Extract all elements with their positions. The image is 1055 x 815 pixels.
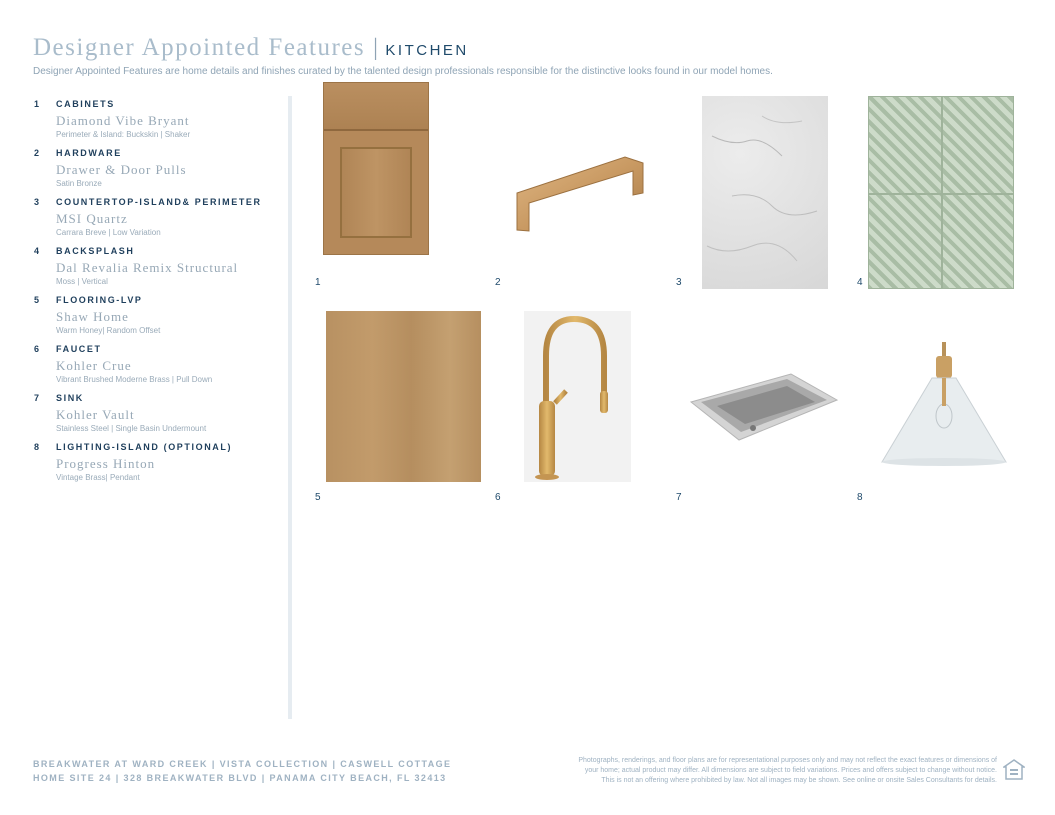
disclaimer-line: This is not an offering where prohibited by law. Not all images may be shown. See online or onsite Sales Consultants for details. [601,777,997,784]
gallery-number: 8 [857,492,863,503]
feature-number: 1 [34,99,40,109]
feature-detail: Vibrant Brushed Moderne Brass | Pull Down [56,374,213,384]
gallery-number: 3 [676,277,682,288]
feature-number: 6 [34,343,40,354]
feature-number: 7 [34,392,40,403]
feature-item [34,442,284,482]
equal-housing-opportunity-icon [1003,759,1025,781]
feature-category: SINK [56,392,84,403]
gallery-number: 1 [315,277,321,288]
tile-grout-horizontal [868,193,1014,195]
quartz-veining [702,96,828,289]
feature-product: Dal Revalia Remix Structural [56,259,239,275]
drawer-pull-image [505,145,655,240]
feature-category: FAUCET [56,343,102,354]
feature-detail: Vintage Brass| Pendant [56,472,140,482]
feature-category: COUNTERTOP-ISLAND& PERIMETER [56,196,262,207]
feature-product: Diamond Vibe Bryant [56,113,190,128]
gallery-number: 7 [676,492,682,503]
feature-item [34,197,284,237]
feature-detail: Stainless Steel | Single Basin Undermount [56,423,207,433]
feature-category: CABINETS [56,99,115,109]
footer-line-2: HOME SITE 24 | 328 BREAKWATER BLVD | PANAMA CITY BEACH, FL 32413 [33,773,447,783]
flooring-swatch [326,311,481,482]
feature-product: Drawer & Door Pulls [56,161,187,177]
feature-item [34,99,284,139]
footer-line-1: BREAKWATER AT WARD CREEK | VISTA COLLECTION | CASWELL COTTAGE [33,759,452,769]
title-separator: | [373,35,380,61]
pendant-light-image [880,340,1010,470]
gallery-number: 2 [495,277,501,288]
feature-detail: Carrara Breve | Low Variation [56,227,161,237]
backsplash-tile-swatch [868,96,1014,289]
feature-product: Shaw Home [56,308,129,324]
feature-category: LIGHTING-ISLAND (OPTIONAL) [56,441,233,452]
feature-list [34,99,284,491]
feature-number: 3 [34,196,40,207]
room-name: KITCHEN [385,42,469,59]
feature-item [34,148,284,188]
disclaimer-line: Photographs, renderings, and floor plans are for representational purposes only and may not reflect the exact features or dimensions of [578,757,997,764]
gallery-number: 4 [857,277,863,288]
cabinet-door-panel [340,147,412,238]
feature-number: 5 [34,294,40,305]
feature-detail: Moss | Vertical [56,276,108,286]
feature-number: 4 [34,245,40,256]
vertical-divider [288,96,292,719]
cabinet-drawer-front [324,83,428,131]
feature-product: Kohler Vault [56,406,135,422]
feature-category: HARDWARE [56,147,122,158]
faucet-image [524,311,631,482]
disclaimer-line: your home; actual product may differ. All dimensions are subject to field variations. Prices and offers subject to change without notice. [584,767,997,774]
feature-category: FLOORING-LVP [56,294,143,305]
feature-detail: Satin Bronze [56,178,102,188]
feature-category: BACKSPLASH [56,245,135,256]
feature-number: 8 [34,441,40,452]
sink-image [687,364,841,444]
feature-detail: Warm Honey| Random Offset [56,325,161,335]
feature-detail: Perimeter & Island: Buckskin | Shaker [56,129,191,139]
feature-product: Progress Hinton [56,455,156,471]
cabinet-swatch [323,82,429,255]
feature-number: 2 [34,147,40,158]
gallery-number: 6 [495,492,501,503]
footer-disclaimer [578,756,997,786]
feature-item [34,246,284,286]
feature-item [34,344,284,384]
page-title [33,34,469,62]
feature-product: Kohler Crue [56,357,132,373]
title-text: Designer Appointed Features [33,34,366,61]
footer-community [33,759,451,783]
feature-item [34,393,284,433]
quartz-swatch [702,96,828,289]
feature-item [34,295,284,335]
page-description: Designer Appointed Features are home details and finishes curated by the talented design professionals responsible for the distinctive looks found in our model homes. [33,66,773,77]
feature-product: MSI Quartz [56,210,128,226]
gallery-number: 5 [315,492,321,503]
